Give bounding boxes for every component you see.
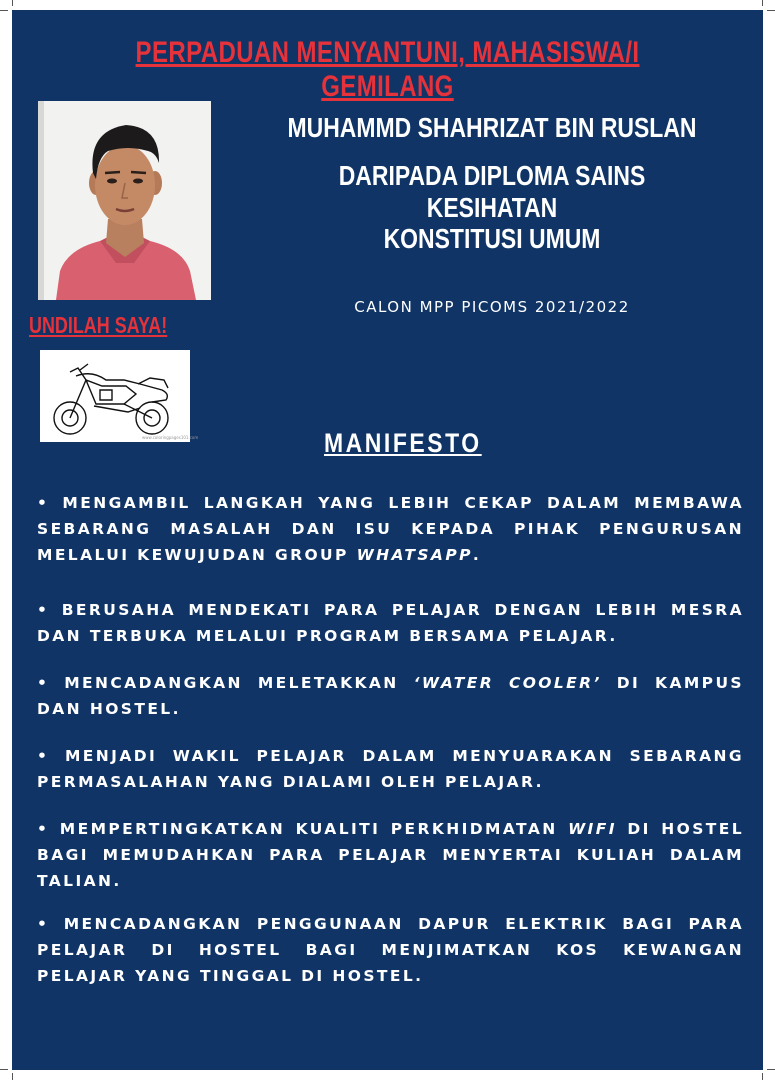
manifesto-point: • MEMPERTINGKATKAN KUALITI PERKHIDMATAN WIFI DI HOSTEL BAGI MEMUDAHKAN PARA PELAJAR MENYERTAI KULIAH DALAM TALIAN. [37,820,744,890]
crop-mark-tr-v [762,0,763,6]
candidate-photo [38,101,211,300]
election-poster [12,10,763,1070]
crop-mark-br-v [762,1073,763,1080]
candidate-programme: DARIPADA DIPLOMA SAINS KESIHATAN [338,160,646,223]
candidate-position: CALON MPP PICOMS 2021/2022 [354,298,630,316]
manifesto-heading: MANIFESTO [324,428,482,458]
crop-mark-tl-h [0,10,8,11]
manifesto-point: • BERUSAHA MENDEKATI PARA PELAJAR DENGAN LEBIH MESRA DAN TERBUKA MELALUI PROGRAM BERSAMA PELAJAR. [37,601,744,645]
crop-mark-tr-h [767,10,775,11]
manifesto-point: • MENJADI WAKIL PELAJAR DALAM MENYUARAKAN SEBARANG PERMASALAHAN YANG DIALAMI OLEH PELAJAR. [37,747,744,791]
manifesto-point: • MENGAMBIL LANGKAH YANG LEBIH CEKAP DALAM MEMBAWA SEBARANG MASALAH DAN ISU KEPADA PIHAK PENGURUSAN MELALUI KEWUJUDAN GROUP WHATSAPP. [37,494,744,564]
manifesto-point: • MENCADANGKAN PENGGUNAAN DAPUR ELEKTRIK BAGI PARA PELAJAR DI HOSTEL BAGI MENJIMATKAN KOS KEWANGAN PELAJAR YANG TINGGAL DI HOSTEL. [37,915,744,985]
crop-mark-br-h [767,1069,775,1070]
manifesto-point: • MENCADANGKAN MELETAKKAN ‘WATER COOLER’ DI KAMPUS DAN HOSTEL. [37,674,744,718]
slogan-heading: PERPADUAN MENYANTUNI, MAHASISWA/I GEMILANG [135,36,640,103]
crop-mark-bl-v [12,1073,13,1080]
candidate-name: MUHAMMD SHAHRIZAT BIN RUSLAN [287,112,697,143]
motorcycle-icon [40,350,199,442]
crop-mark-bl-h [0,1069,8,1070]
symbol-credit: www.coloringpages101.com [142,435,199,440]
election-symbol-motorcycle [40,350,199,442]
candidate-category: KONSTITUSI UMUM [383,223,601,254]
candidate-portrait-illustration [38,101,211,300]
photo-edge [38,101,44,300]
crop-mark-tl-v [12,0,13,6]
vote-for-me-label: UNDILAH SAYA! [29,312,168,338]
